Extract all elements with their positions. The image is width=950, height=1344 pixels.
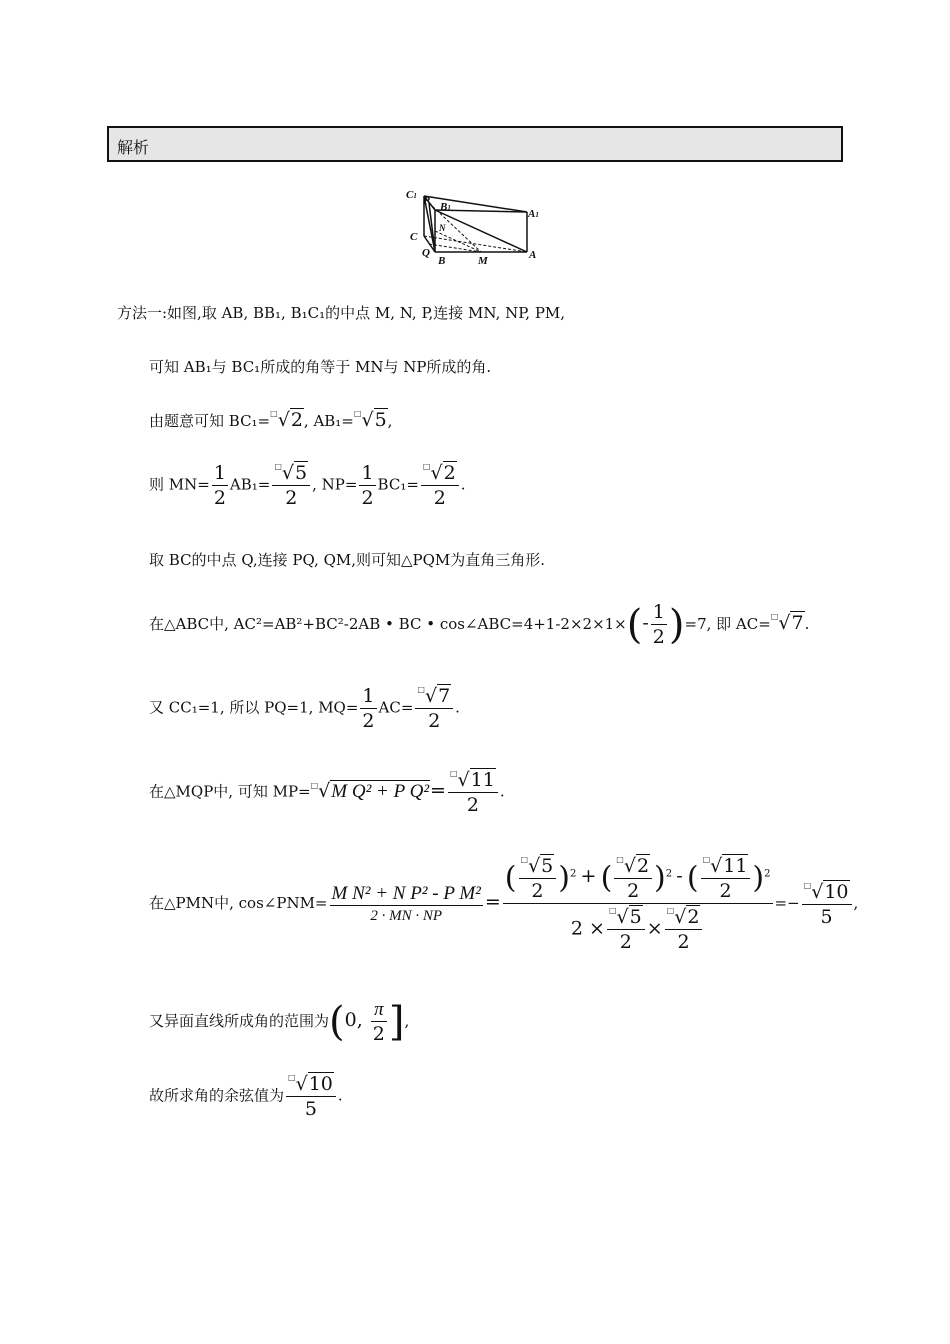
analysis-title: 解析: [117, 138, 150, 157]
line-method-one: 方法一:如图,取 AB, BB₁, B₁C₁的中点 M, N, P,连接 MN, NP, PM,: [117, 304, 566, 322]
line-pq-mq: 又 CC₁=1, 所以 PQ=1, MQ= $\frac{1}{2}$ AC= $\frac{^□√7}{2}$ .: [149, 684, 460, 732]
line-law-of-cosines: 在△ABC中, AC²=AB²+BC²-2AB • BC • cos∠ABC=4+1-2×2×1×(- $\frac{1}{2}$ )=7, 即 AC=□√7.: [149, 601, 810, 648]
line-lengths: 由题意可知 BC₁=□√2, AB₁=□√5,: [149, 409, 393, 431]
label-c1: C1: [406, 189, 417, 201]
prism-figure: [400, 178, 550, 270]
label-b1: B1: [440, 201, 451, 213]
line-cos-pnm: 在△PMN中, cos∠PNM= $\frac{\text{M N² + N P² - P M²}}{2 \cdot MN \cdot NP}$ = ( $\frac{^□√5}{2}$ )$^2$ + ( $\frac{^□√2}{2}$ )$^2$ - ( $\frac{^□√11}{2}$ )$^2$ 2 × $\frac{^□√5}{2}$ × $\frac{^□√2}{2}$ =− $\frac{^□√10}{5}$ ,: [149, 855, 859, 953]
label-a: A: [529, 249, 537, 261]
label-q: Q: [422, 247, 430, 259]
label-n: N: [439, 223, 446, 233]
label-b: B: [438, 255, 446, 267]
line-midpoint-q: 取 BC的中点 Q,连接 PQ, QM,则可知△PQM为直角三角形.: [149, 551, 546, 569]
label-m: M: [478, 255, 488, 267]
line-angle-range: 又异面直线所成角的范围为(0, $\frac{\pi}{2}$ ],: [149, 999, 410, 1045]
line-mp: 在△MQP中, 可知 MP=□√M Q² + P Q²= $\frac{^□√11}{2}$ .: [149, 769, 505, 816]
line-angle-equal: 可知 AB₁与 BC₁所成的角等于 MN与 NP所成的角.: [149, 358, 492, 376]
label-a1: A1: [528, 208, 539, 220]
label-c: C: [410, 231, 418, 243]
line-final-answer: 故所求角的余弦值为 $\frac{^□√10}{5}$ .: [149, 1073, 343, 1120]
label-p: P: [423, 195, 430, 207]
analysis-header: [107, 126, 843, 162]
line-mn-np: 则 MN= $\frac{1}{2}$ AB₁= $\frac{^□√5}{2}$ , NP= $\frac{1}{2}$ BC₁= $\frac{^□√2}{2}$ .: [149, 461, 466, 509]
